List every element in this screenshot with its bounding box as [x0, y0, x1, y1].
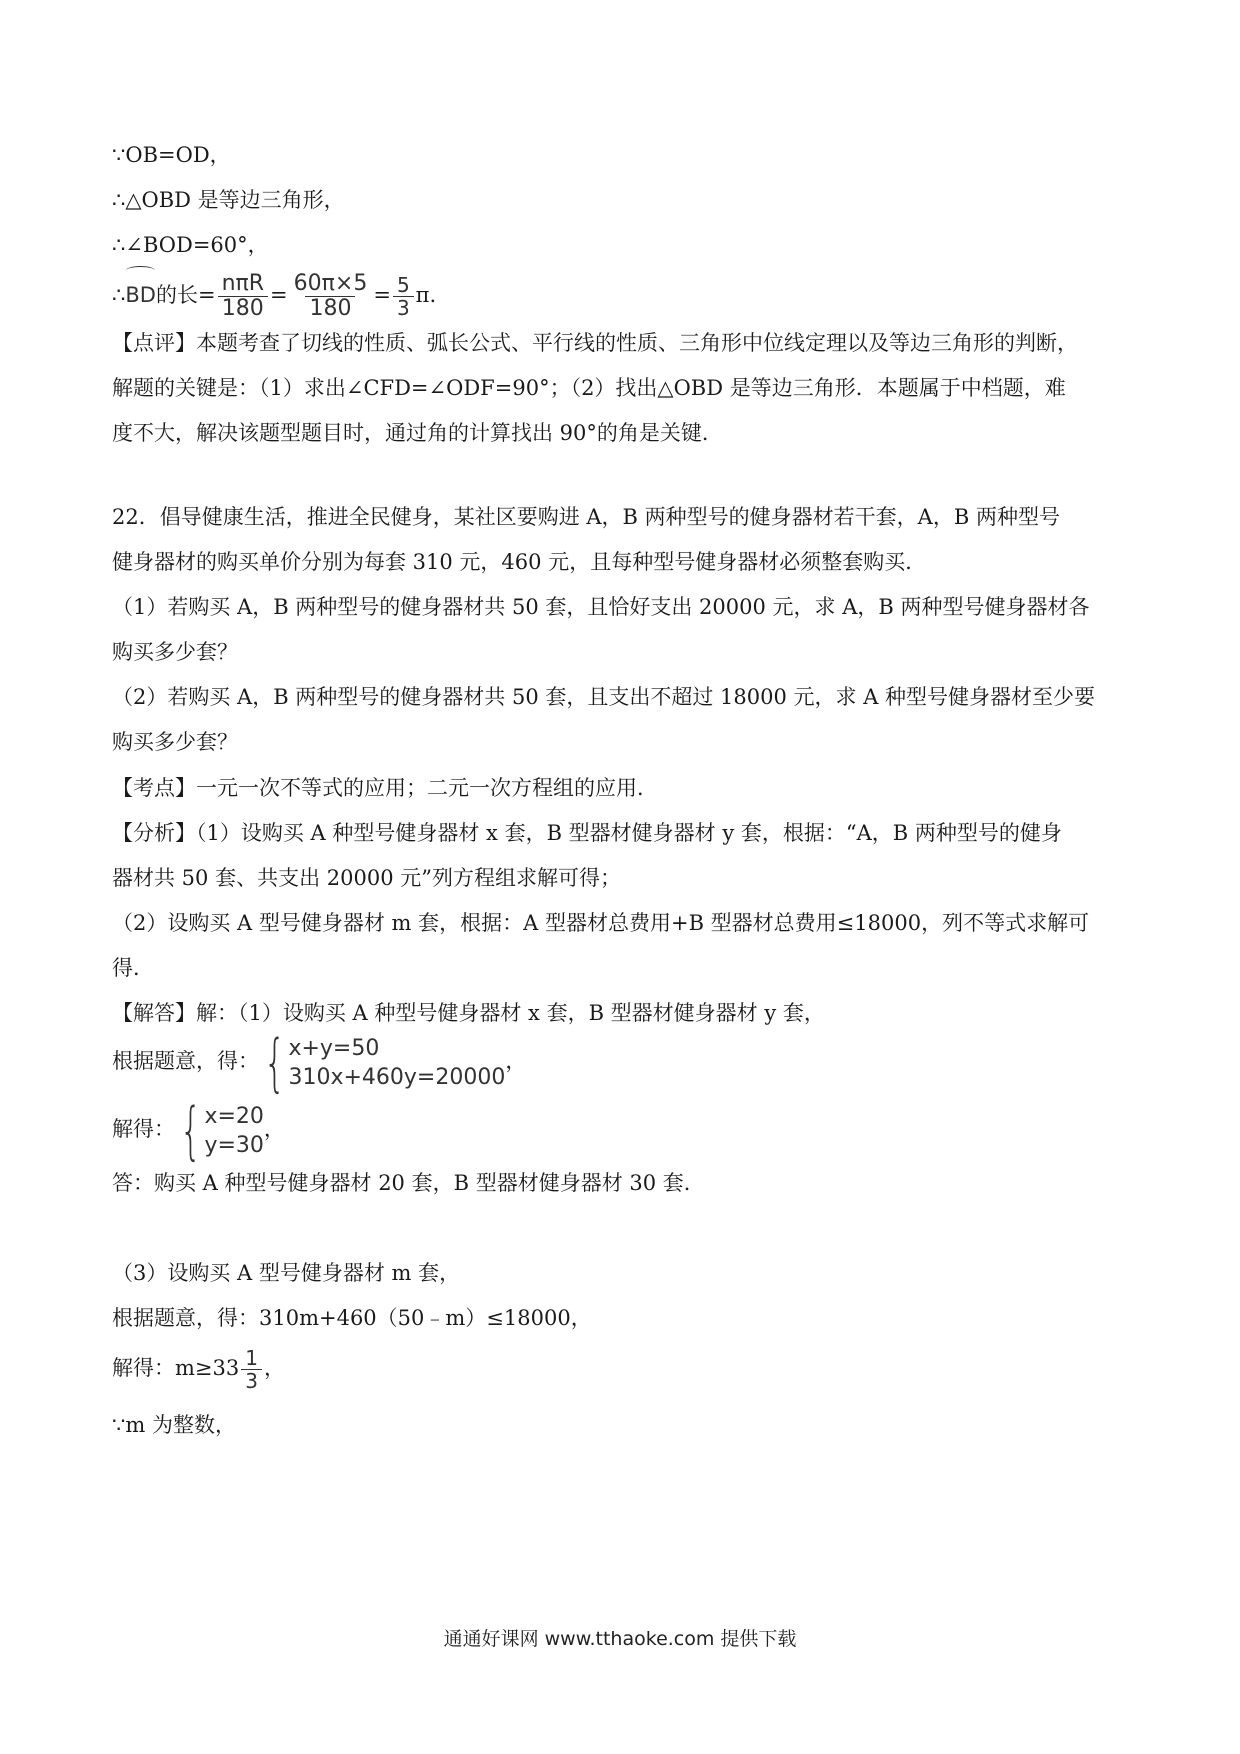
comment-line: 度不大，解决该题型题目时，通过角的计算找出 90°的角是关键．	[112, 421, 723, 445]
text-line: ∴∠BOD=60°，	[112, 233, 269, 257]
equation: y=30	[204, 1132, 264, 1158]
equation-system	[259, 1025, 506, 1099]
brace-symbol: {	[179, 1093, 202, 1167]
question-line: 健身器材的购买单价分别为每套 310 元，460 元，且每种型号健身器材必须整套购买．	[112, 550, 927, 574]
text-line: ∴△OBD 是等边三角形，	[112, 188, 345, 212]
inequality-result-line	[112, 1342, 285, 1394]
fraction-substituted	[290, 272, 372, 321]
solution-system-line	[112, 1093, 285, 1167]
answer-text: 解得：m≥33	[112, 1356, 240, 1380]
equation: x+y=50	[288, 1035, 380, 1061]
fraction-numerator: 60π×5	[293, 271, 368, 296]
arc-length-formula-line	[112, 270, 436, 321]
text-line: ∵OB=OD，	[112, 143, 231, 167]
analysis-line: 器材共 50 套、共支出 20000 元”列方程组求解可得；	[112, 866, 621, 890]
fraction-denominator: 3	[393, 296, 414, 319]
analysis-line: 【分析】（1）设购买 A 种型号健身器材 x 套，B 型器材健身器材 y 套，根据：“A，B 两种型号的健身	[112, 821, 1062, 845]
answer-line: 【解答】解：（1）设购买 A 种型号健身器材 x 套，B 型器材健身器材 y 套，	[112, 1001, 825, 1025]
answer-line: 根据题意，得：310m+460（50﹣m）≤18000，	[112, 1306, 592, 1330]
solution-system	[175, 1093, 264, 1167]
key-point-line: 【考点】一元一次不等式的应用；二元一次方程组的应用．	[112, 776, 658, 800]
answer-line: （3）设购买 A 型号健身器材 m 套，	[112, 1261, 461, 1285]
answer-text: ，	[263, 1356, 285, 1380]
answer-text: 根据题意，得：	[112, 1049, 259, 1073]
fraction-numerator: nπR	[221, 271, 265, 296]
equation: x=20	[204, 1103, 264, 1129]
arc-bd-symbol: BD	[125, 270, 156, 320]
answer-line: 答：购买 A 种型号健身器材 20 套，B 型器材健身器材 30 套．	[112, 1171, 705, 1195]
equals-sign: =	[373, 283, 391, 307]
therefore-symbol: ∴	[112, 283, 126, 307]
equation-system-line	[112, 1025, 527, 1099]
question-line: 购买多少套？	[112, 730, 238, 754]
question-line: （2）若购买 A，B 两种型号的健身器材共 50 套，且支出不超过 18000 元，求 A 种型号健身器材至少要	[112, 685, 1096, 709]
comment-line: 【点评】本题考查了切线的性质、弧长公式、平行线的性质、三角形中位线定理以及等边三角形的判断，	[112, 331, 1078, 355]
answer-text: ，	[505, 1049, 527, 1073]
formula-text: π.	[415, 283, 437, 307]
fraction-denominator: 180	[218, 296, 268, 321]
question-line: 购买多少套？	[112, 640, 238, 664]
answer-line: ∵m 为整数，	[112, 1413, 236, 1437]
question-line: （1）若购买 A，B 两种型号的健身器材共 50 套，且恰好支出 20000 元，求 A，B 两种型号健身器材各	[112, 595, 1090, 619]
page-footer: 通通好课网 www.tthaoke.com 提供下载	[443, 1628, 797, 1650]
fraction-denominator: 180	[305, 296, 355, 321]
equation: 310x+460y=20000	[288, 1064, 506, 1090]
fraction-numerator: 5	[396, 273, 410, 297]
answer-text: 解得：	[112, 1117, 175, 1141]
question-line: 22．倡导健康生活，推进全民健身，某社区要购进 A，B 两种型号的健身器材若干套，A，B 两种型号	[112, 505, 1060, 529]
comment-line: 解题的关键是：（1）求出∠CFD=∠ODF=90°；（2）找出△OBD 是等边三角形．本题属于中档题，难	[112, 376, 1066, 400]
formula-text: 的长=	[155, 283, 216, 307]
answer-text: ，	[263, 1117, 285, 1141]
fraction-denominator: 3	[241, 1369, 262, 1392]
analysis-line: 得．	[112, 956, 154, 980]
fraction-mixed	[241, 1347, 262, 1392]
fraction-result	[393, 274, 414, 319]
fraction-arc-formula	[218, 272, 268, 321]
brace-symbol: {	[263, 1025, 286, 1099]
equals-sign: =	[270, 283, 288, 307]
analysis-line: （2）设购买 A 型号健身器材 m 套，根据：A 型器材总费用+B 型器材总费用≤18000，列不等式求解可	[112, 911, 1090, 935]
fraction-numerator: 1	[245, 1346, 258, 1370]
